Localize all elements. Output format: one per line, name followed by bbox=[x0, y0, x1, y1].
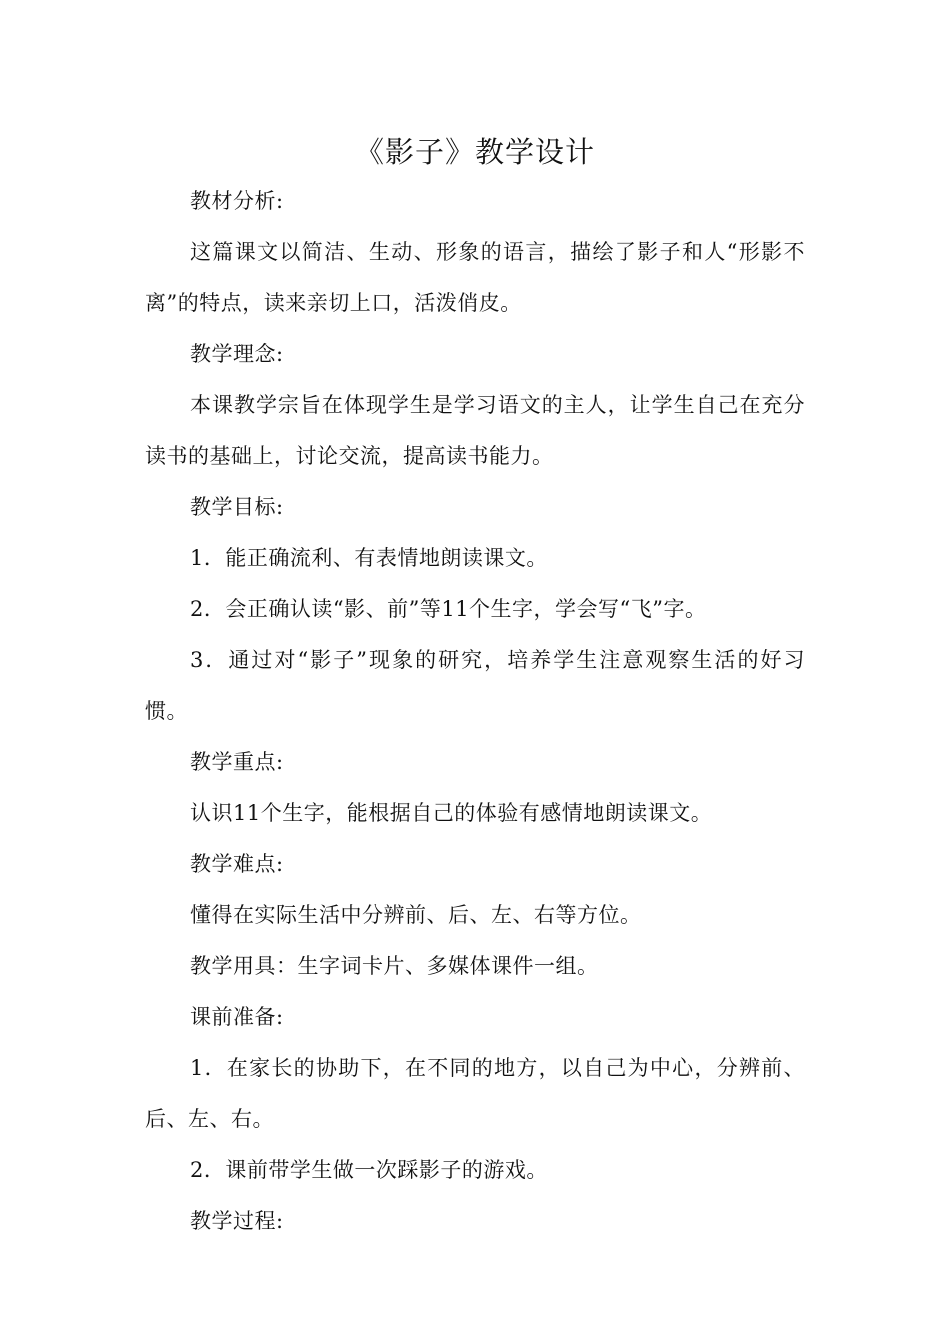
document-body bbox=[145, 176, 805, 1247]
paragraph-difficulties: 懂得在实际生活中分辨前、后、左、右等方位。 bbox=[190, 903, 642, 927]
section-heading-key-points: 教学重点: bbox=[190, 750, 284, 774]
document-title: 《影子》教学设计 bbox=[354, 135, 595, 169]
section-heading-difficulties: 教学难点: bbox=[190, 852, 284, 876]
preparation-item-2: 2．课前带学生做一次踩影子的游戏。 bbox=[190, 1158, 548, 1182]
goal-item-1: 1．能正确流利、有表情地朗读课文。 bbox=[190, 546, 548, 570]
preparation-item-1: 1．在家长的协助下，在不同的地方，以自己为中心，分辨前、后、左、右。 bbox=[145, 1056, 805, 1131]
section-heading-material-analysis: 教材分析: bbox=[190, 189, 284, 213]
section-heading-preparation: 课前准备: bbox=[190, 1005, 284, 1029]
section-heading-teaching-philosophy: 教学理念: bbox=[190, 342, 284, 366]
section-heading-teaching-process: 教学过程: bbox=[190, 1209, 284, 1233]
section-heading-teaching-goals: 教学目标: bbox=[190, 495, 284, 519]
paragraph-key-points: 认识11个生字，能根据自己的体验有感情地朗读课文。 bbox=[190, 801, 713, 825]
paragraph-teaching-philosophy: 本课教学宗旨在体现学生是学习语文的主人，让学生自己在充分读书的基础上，讨论交流，提高读书能力。 bbox=[145, 393, 805, 468]
paragraph-material-analysis: 这篇课文以简洁、生动、形象的语言，描绘了影子和人“形影不离”的特点，读来亲切上口，活泼俏皮。 bbox=[145, 240, 805, 315]
paragraph-teaching-tools: 教学用具：生字词卡片、多媒体课件一组。 bbox=[190, 954, 599, 978]
goal-item-3: 3．通过对“影子”现象的研究，培养学生注意观察生活的好习惯。 bbox=[145, 648, 805, 723]
goal-item-2: 2．会正确认读“影、前”等11个生字，学会写“飞”字。 bbox=[190, 597, 707, 621]
